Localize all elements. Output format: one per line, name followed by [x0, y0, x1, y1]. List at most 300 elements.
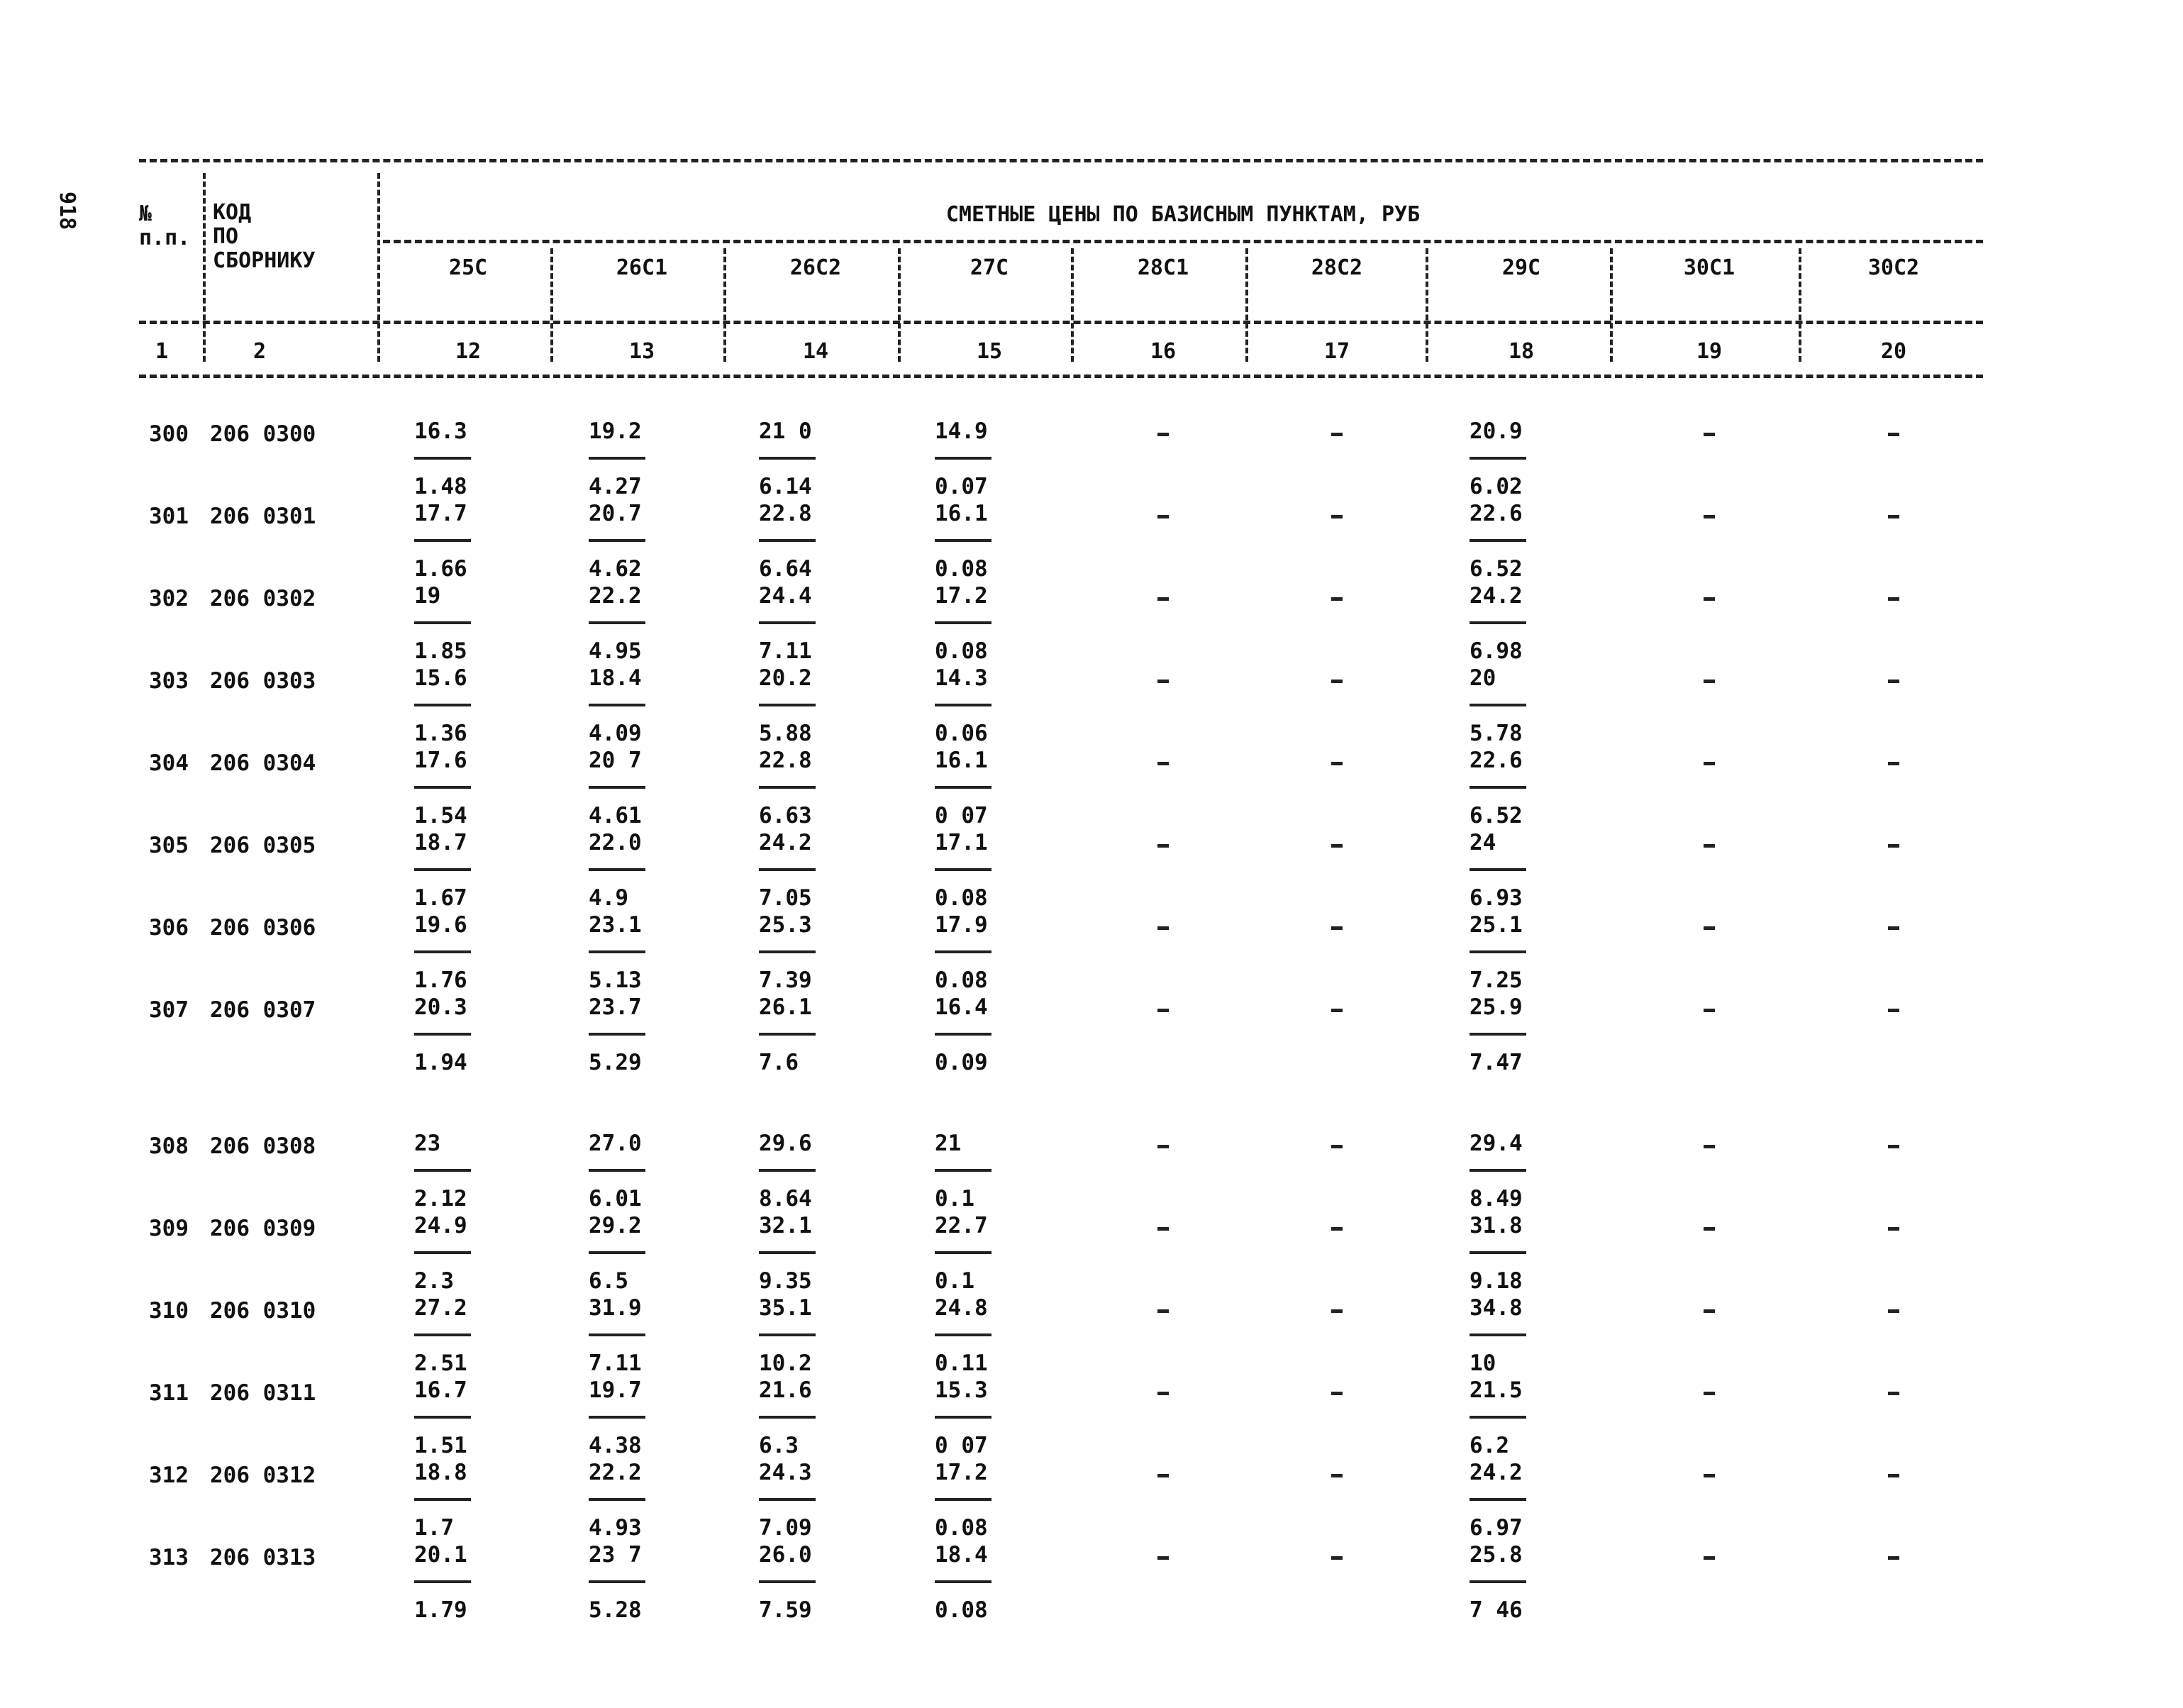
- row-number: 307: [149, 997, 189, 1023]
- no-price-dash: [1331, 1309, 1343, 1313]
- price-total: 18.4: [589, 665, 642, 691]
- fraction-bar: [759, 1498, 816, 1501]
- price-component: 10: [1470, 1351, 1496, 1376]
- price-total: 22.8: [759, 501, 812, 526]
- column-header-number: № п.п.: [139, 201, 191, 250]
- no-price-dash: [1331, 1009, 1343, 1012]
- price-fraction: [589, 993, 645, 1077]
- no-price-dash: [1704, 844, 1715, 848]
- row-code: 206 0308: [210, 1133, 316, 1159]
- price-column-header: 28С1: [1137, 255, 1189, 280]
- row-number: 305: [149, 833, 189, 858]
- fraction-bar: [1470, 950, 1526, 953]
- row-code: 206 0301: [210, 504, 316, 529]
- price-total: 26.1: [759, 994, 812, 1020]
- fraction-bar: [935, 621, 991, 624]
- price-total: 20.1: [414, 1542, 467, 1568]
- price-fraction: [414, 1129, 471, 1213]
- row-code: 206 0307: [210, 997, 316, 1023]
- row-number: 301: [149, 504, 189, 529]
- price-component: 0.11: [935, 1351, 988, 1376]
- price-fraction: [935, 993, 991, 1077]
- price-total: 25.3: [759, 912, 812, 938]
- price-component: 4.09: [589, 721, 642, 746]
- row-code: 206 0304: [210, 750, 316, 776]
- price-fraction: [1470, 746, 1526, 830]
- price-fraction: [414, 993, 471, 1077]
- price-fraction: [935, 1211, 991, 1295]
- fraction-bar: [414, 950, 471, 953]
- column-number: 17: [1323, 339, 1350, 364]
- price-column-header: 30С1: [1683, 255, 1735, 280]
- price-fraction: [759, 993, 816, 1077]
- fraction-bar: [589, 1498, 645, 1501]
- price-total: 17.9: [935, 912, 988, 938]
- price-fraction: [935, 746, 991, 830]
- fraction-bar: [1470, 1333, 1526, 1336]
- fraction-bar: [589, 1169, 645, 1172]
- fraction-bar: [935, 1169, 991, 1172]
- fraction-bar: [1470, 1580, 1526, 1583]
- row-code: 206 0309: [210, 1216, 316, 1241]
- price-component: 1.48: [414, 474, 467, 499]
- price-total: 16.1: [935, 501, 988, 526]
- price-component: 0.08: [935, 885, 988, 911]
- price-component: 6.14: [759, 474, 812, 499]
- no-price-dash: [1888, 1309, 1899, 1313]
- price-fraction: [1470, 582, 1526, 665]
- no-price-dash: [1331, 1474, 1343, 1477]
- no-price-dash: [1331, 597, 1343, 601]
- price-fraction: [589, 1376, 645, 1460]
- price-column-header: 25С: [448, 255, 488, 280]
- fraction-bar: [759, 1580, 816, 1583]
- row-code: 206 0300: [210, 421, 316, 447]
- no-price-dash: [1888, 1145, 1899, 1148]
- price-component: 2.51: [414, 1351, 467, 1376]
- price-component: 7.47: [1470, 1050, 1523, 1075]
- fraction-bar: [759, 621, 816, 624]
- no-price-dash: [1888, 1474, 1899, 1477]
- price-component: 5.29: [589, 1050, 642, 1075]
- price-fraction: [589, 664, 645, 748]
- price-column-header: 26С1: [616, 255, 668, 280]
- fraction-bar: [759, 868, 816, 871]
- price-fraction: [1470, 1376, 1526, 1460]
- price-total: 18.4: [935, 1542, 988, 1568]
- price-component: 6.02: [1470, 474, 1523, 499]
- no-price-dash: [1331, 433, 1343, 436]
- no-price-dash: [1888, 515, 1899, 518]
- price-fraction: [414, 911, 471, 994]
- price-fraction: [1470, 1458, 1526, 1542]
- no-price-dash: [1331, 1227, 1343, 1231]
- fraction-bar: [759, 786, 816, 789]
- price-component: 6.01: [589, 1186, 642, 1211]
- price-component: 4.38: [589, 1433, 642, 1458]
- fraction-bar: [759, 539, 816, 542]
- fraction-bar: [414, 1333, 471, 1336]
- column-separator: [1426, 248, 1428, 362]
- no-price-dash: [1157, 1009, 1169, 1012]
- fraction-bar: [1470, 539, 1526, 542]
- price-component: 6.52: [1470, 556, 1523, 582]
- no-price-dash: [1888, 1556, 1899, 1560]
- column-separator: [898, 248, 901, 362]
- price-total: 24: [1470, 830, 1496, 855]
- price-component: 7.25: [1470, 967, 1523, 993]
- fraction-bar: [1470, 704, 1526, 706]
- no-price-dash: [1157, 762, 1169, 765]
- column-number: 14: [802, 339, 829, 364]
- fraction-bar: [1470, 1416, 1526, 1419]
- price-total: 18.7: [414, 830, 467, 855]
- price-total: 22.6: [1470, 501, 1523, 526]
- price-fraction: [589, 1458, 645, 1542]
- price-component: 7 46: [1470, 1597, 1523, 1623]
- row-number: 308: [149, 1133, 189, 1159]
- fraction-bar: [935, 1580, 991, 1583]
- no-price-dash: [1157, 926, 1169, 930]
- price-fraction: [759, 828, 816, 912]
- fraction-bar: [759, 1033, 816, 1036]
- price-total: 22.2: [589, 583, 642, 609]
- price-fraction: [414, 1294, 471, 1377]
- no-price-dash: [1704, 1227, 1715, 1231]
- no-price-dash: [1704, 597, 1715, 601]
- fraction-bar: [414, 704, 471, 706]
- price-component: 1.85: [414, 638, 467, 664]
- price-total: 17.7: [414, 501, 467, 526]
- no-price-dash: [1704, 762, 1715, 765]
- price-total: 19.7: [589, 1377, 642, 1403]
- price-fraction: [935, 582, 991, 665]
- price-component: 6.5: [589, 1268, 628, 1294]
- fraction-bar: [414, 621, 471, 624]
- column-separator: [723, 248, 726, 362]
- fraction-bar: [414, 868, 471, 871]
- price-component: 0.07: [935, 474, 988, 499]
- price-fraction: [1470, 993, 1526, 1077]
- price-fraction: [414, 828, 471, 912]
- price-total: 19: [414, 583, 441, 609]
- price-total: 20: [1470, 665, 1496, 691]
- column-separator: [550, 248, 553, 362]
- no-price-dash: [1888, 762, 1899, 765]
- row-number: 313: [149, 1545, 189, 1570]
- column-number: 19: [1696, 339, 1723, 364]
- price-fraction: [414, 1458, 471, 1542]
- fraction-bar: [935, 1498, 991, 1501]
- price-fraction: [759, 417, 816, 501]
- price-fraction: [589, 582, 645, 665]
- price-total: 24.2: [1470, 1460, 1523, 1485]
- column-separator: [377, 173, 380, 362]
- price-component: 0.09: [935, 1050, 988, 1075]
- no-price-dash: [1704, 1556, 1715, 1560]
- price-column-header: 29С: [1501, 255, 1541, 280]
- price-total: 35.1: [759, 1295, 812, 1321]
- price-component: 5.78: [1470, 721, 1523, 746]
- price-total: 22.7: [935, 1213, 988, 1238]
- price-total: 21.5: [1470, 1377, 1523, 1403]
- fraction-bar: [759, 704, 816, 706]
- price-total: 14.9: [935, 418, 988, 444]
- price-total: 19.2: [589, 418, 642, 444]
- price-fraction: [414, 1211, 471, 1295]
- fraction-bar: [935, 1416, 991, 1419]
- fraction-bar: [414, 1580, 471, 1583]
- no-price-dash: [1157, 1392, 1169, 1395]
- price-total: 20.7: [589, 501, 642, 526]
- column-header-code: КОД ПО СБОРНИКУ: [213, 200, 316, 273]
- column-separator: [1245, 248, 1248, 362]
- price-total: 34.8: [1470, 1295, 1523, 1321]
- price-fraction: [935, 828, 991, 912]
- row-number: 302: [149, 586, 189, 611]
- price-component: 0.08: [935, 556, 988, 582]
- no-price-dash: [1888, 1009, 1899, 1012]
- price-component: 1.67: [414, 885, 467, 911]
- price-component: 10.2: [759, 1351, 812, 1376]
- price-total: 23.1: [589, 912, 642, 938]
- price-fraction: [414, 664, 471, 748]
- price-total: 16.3: [414, 418, 467, 444]
- row-code: 206 0312: [210, 1463, 316, 1488]
- no-price-dash: [1157, 433, 1169, 436]
- price-fraction: [759, 664, 816, 748]
- fraction-bar: [1470, 868, 1526, 871]
- no-price-dash: [1704, 1009, 1715, 1012]
- fraction-bar: [1470, 1498, 1526, 1501]
- price-total: 31.9: [589, 1295, 642, 1321]
- price-component: 0 07: [935, 1433, 988, 1458]
- price-fraction: [759, 746, 816, 830]
- price-fraction: [759, 1129, 816, 1213]
- no-price-dash: [1331, 1145, 1343, 1148]
- price-component: 2.12: [414, 1186, 467, 1211]
- row-number: 311: [149, 1380, 189, 1406]
- price-column-header: 30С2: [1867, 255, 1920, 280]
- price-total: 24.4: [759, 583, 812, 609]
- price-component: 7.09: [759, 1515, 812, 1541]
- price-component: 1.7: [414, 1515, 454, 1541]
- price-component: 0.08: [935, 1515, 988, 1541]
- fraction-bar: [759, 1169, 816, 1172]
- fraction-bar: [935, 868, 991, 871]
- fraction-bar: [589, 1333, 645, 1336]
- column-separator: [1799, 248, 1801, 362]
- price-fraction: [589, 746, 645, 830]
- price-fraction: [935, 664, 991, 748]
- row-code: 206 0313: [210, 1545, 316, 1570]
- price-fraction: [589, 499, 645, 583]
- column-number: 2: [252, 339, 267, 364]
- price-component: 1.79: [414, 1597, 467, 1623]
- no-price-dash: [1888, 844, 1899, 848]
- price-component: 1.51: [414, 1433, 467, 1458]
- price-component: 6.2: [1470, 1433, 1509, 1458]
- table-top-rule: [139, 159, 1983, 162]
- no-price-dash: [1157, 515, 1169, 518]
- fraction-bar: [414, 1416, 471, 1419]
- price-component: 5.13: [589, 967, 642, 993]
- fraction-bar: [414, 1498, 471, 1501]
- price-component: 4.62: [589, 556, 642, 582]
- price-component: 0.08: [935, 1597, 988, 1623]
- column-number: 16: [1150, 339, 1177, 364]
- no-price-dash: [1888, 1227, 1899, 1231]
- no-price-dash: [1888, 1392, 1899, 1395]
- column-separator: [1071, 248, 1074, 362]
- price-total: 17.6: [414, 748, 467, 773]
- fraction-bar: [935, 539, 991, 542]
- fraction-bar: [759, 1251, 816, 1254]
- no-price-dash: [1331, 1392, 1343, 1395]
- price-total: 21 0: [759, 418, 812, 444]
- no-price-dash: [1704, 433, 1715, 436]
- price-fraction: [935, 1458, 991, 1542]
- fraction-bar: [589, 1416, 645, 1419]
- price-total: 22.8: [759, 748, 812, 773]
- price-total: 22.6: [1470, 748, 1523, 773]
- row-number: 303: [149, 668, 189, 694]
- fraction-bar: [589, 539, 645, 542]
- price-fraction: [1470, 499, 1526, 583]
- price-fraction: [589, 1129, 645, 1213]
- fraction-bar: [589, 1033, 645, 1036]
- price-total: 23.7: [589, 994, 642, 1020]
- price-total: 20.9: [1470, 418, 1523, 444]
- price-fraction: [589, 828, 645, 912]
- no-price-dash: [1157, 1227, 1169, 1231]
- no-price-dash: [1704, 1309, 1715, 1313]
- price-component: 7.05: [759, 885, 812, 911]
- price-component: 6.93: [1470, 885, 1523, 911]
- price-total: 26.0: [759, 1542, 812, 1568]
- fraction-bar: [935, 1333, 991, 1336]
- price-component: 8.64: [759, 1186, 812, 1211]
- price-component: 7.6: [759, 1050, 799, 1075]
- price-fraction: [1470, 664, 1526, 748]
- no-price-dash: [1331, 1556, 1343, 1560]
- row-code: 206 0302: [210, 586, 316, 611]
- fraction-bar: [589, 1580, 645, 1583]
- fraction-bar: [1470, 1169, 1526, 1172]
- price-fraction: [1470, 911, 1526, 994]
- price-component: 6.3: [759, 1433, 799, 1458]
- price-total: 15.6: [414, 665, 467, 691]
- price-total: 29.6: [759, 1131, 812, 1156]
- price-component: 1.36: [414, 721, 467, 746]
- price-total: 22.0: [589, 830, 642, 855]
- price-component: 1.76: [414, 967, 467, 993]
- price-component: 1.66: [414, 556, 467, 582]
- fraction-bar: [414, 1169, 471, 1172]
- no-price-dash: [1704, 1145, 1715, 1148]
- price-component: 2.3: [414, 1268, 454, 1294]
- price-total: 20.2: [759, 665, 812, 691]
- price-total: 21.6: [759, 1377, 812, 1403]
- row-code: 206 0305: [210, 833, 316, 858]
- fraction-bar: [935, 457, 991, 460]
- price-component: 9.35: [759, 1268, 812, 1294]
- price-component: 0.08: [935, 638, 988, 664]
- price-component: 5.88: [759, 721, 812, 746]
- no-price-dash: [1331, 515, 1343, 518]
- row-number: 309: [149, 1216, 189, 1241]
- price-column-header: 27С: [970, 255, 1009, 280]
- price-total: 17.2: [935, 583, 988, 609]
- price-fraction: [414, 582, 471, 665]
- price-total: 29.4: [1470, 1131, 1523, 1156]
- column-number: 1: [155, 339, 169, 364]
- price-fraction: [935, 1294, 991, 1377]
- page-number: 918: [55, 192, 79, 231]
- column-number-rule: [139, 375, 1983, 378]
- price-total: 23 7: [589, 1542, 642, 1568]
- row-number: 312: [149, 1463, 189, 1488]
- fraction-bar: [589, 704, 645, 706]
- price-total: 25.9: [1470, 994, 1523, 1020]
- no-price-dash: [1331, 844, 1343, 848]
- fraction-bar: [935, 1251, 991, 1254]
- no-price-dash: [1331, 762, 1343, 765]
- price-component: 1.94: [414, 1050, 467, 1075]
- row-number: 300: [149, 421, 189, 447]
- row-code: 206 0306: [210, 915, 316, 941]
- price-fraction: [414, 417, 471, 501]
- price-total: 32.1: [759, 1213, 812, 1238]
- no-price-dash: [1704, 515, 1715, 518]
- no-price-dash: [1704, 1392, 1715, 1395]
- price-component: 6.98: [1470, 638, 1523, 664]
- price-total: 20 7: [589, 748, 642, 773]
- price-component: 0.08: [935, 967, 988, 993]
- price-component: 0.06: [935, 721, 988, 746]
- fraction-bar: [589, 621, 645, 624]
- fraction-bar: [759, 457, 816, 460]
- price-column-header: 28С2: [1311, 255, 1363, 280]
- price-fraction: [935, 1376, 991, 1460]
- no-price-dash: [1888, 680, 1899, 683]
- price-fraction: [414, 746, 471, 830]
- price-total: 24.2: [759, 830, 812, 855]
- price-fraction: [414, 1541, 471, 1624]
- price-component: 6.97: [1470, 1515, 1523, 1541]
- no-price-dash: [1157, 1309, 1169, 1313]
- price-component: 7.11: [589, 1351, 642, 1376]
- group-header-rule: [383, 240, 1983, 243]
- price-fraction: [935, 911, 991, 994]
- fraction-bar: [1470, 621, 1526, 624]
- price-fraction: [935, 499, 991, 583]
- no-price-dash: [1157, 680, 1169, 683]
- price-total: 16.7: [414, 1377, 467, 1403]
- price-component: 4.61: [589, 803, 642, 828]
- column-number: 12: [455, 339, 482, 364]
- fraction-bar: [589, 457, 645, 460]
- fraction-bar: [1470, 457, 1526, 460]
- no-price-dash: [1704, 680, 1715, 683]
- fraction-bar: [935, 786, 991, 789]
- price-component: 5.28: [589, 1597, 642, 1623]
- price-total: 24.2: [1470, 583, 1523, 609]
- fraction-bar: [589, 1251, 645, 1254]
- price-fraction: [414, 1376, 471, 1460]
- no-price-dash: [1704, 926, 1715, 930]
- price-fraction: [1470, 828, 1526, 912]
